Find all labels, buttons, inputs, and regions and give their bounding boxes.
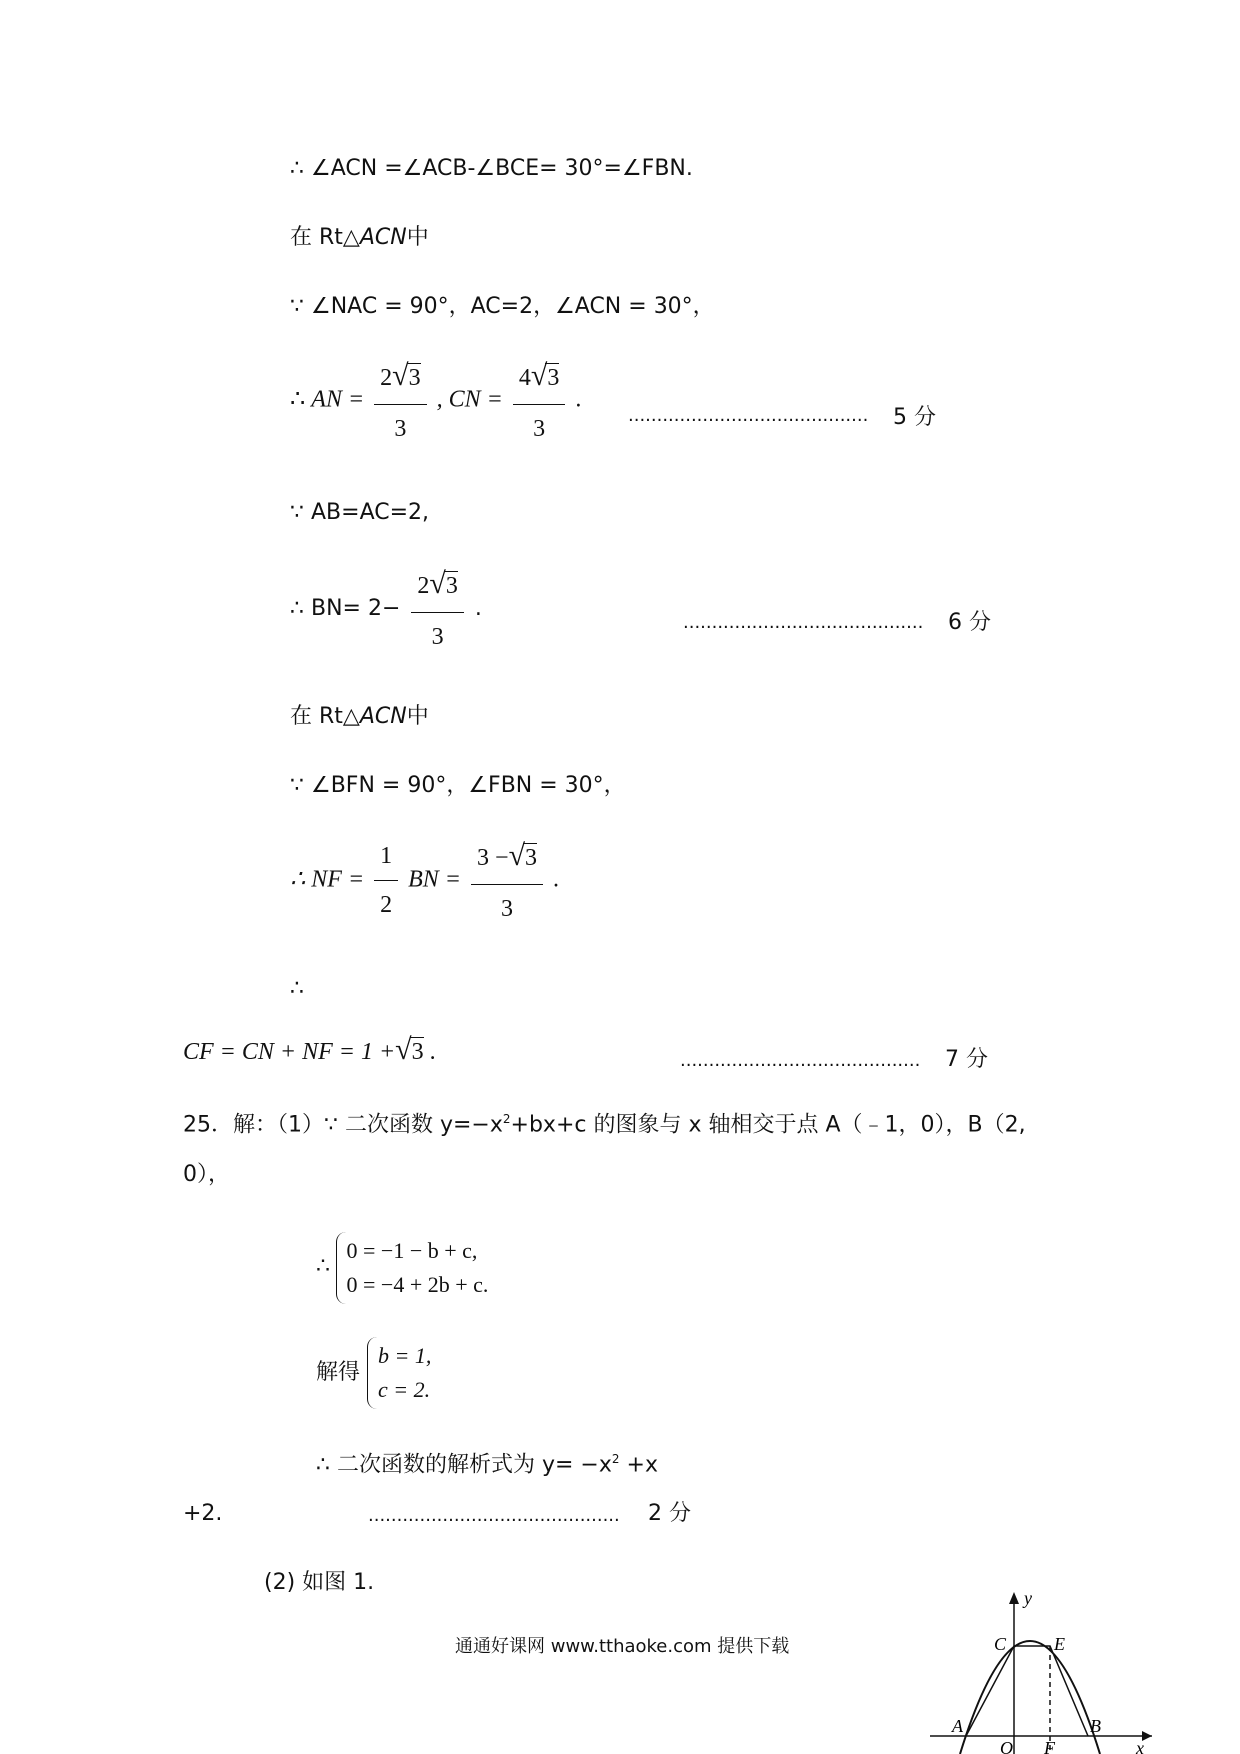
text-triangle-acn: △ACN [342, 704, 407, 729]
score-6: 6 分 [948, 610, 991, 635]
fraction-bn-den: 3 [431, 624, 444, 650]
period: . [474, 595, 482, 621]
label-a: A [952, 1716, 963, 1736]
problem-25-text-a: 25．解：（1）∵ 二次函数 y=−x [183, 1112, 503, 1138]
part-2-heading: (2) 如图 1. [264, 1570, 375, 1595]
fraction-bn: $\frac{2√3}{3}$ [411, 566, 463, 652]
label-b: B [1090, 1716, 1101, 1736]
step-angle-acn: ∴ ∠ACN =∠ACB-∠BCE= 30°=∠FBN. [290, 156, 693, 181]
fraction-half-num: 1 [374, 842, 398, 882]
label-x: x [1136, 1738, 1144, 1754]
fraction-cn-coef: 4 [518, 365, 531, 391]
therefore-line: ∴ [290, 976, 304, 1001]
exponent-2: 2 [611, 1452, 620, 1466]
label-o: O [1000, 1738, 1013, 1754]
step-given-bfn: ∵ ∠BFN = 90°，∠FBN = 30°， [290, 773, 626, 798]
fraction-cn-den: 3 [533, 416, 546, 442]
fraction-nf-den: 3 [501, 896, 514, 922]
exponent-2: 2 [502, 1112, 511, 1126]
text-triangle-acn: △ACN [342, 225, 407, 250]
expression-tail [183, 1501, 222, 1527]
fraction-nf-prefix: 3 − [477, 845, 509, 871]
text-zhong: 中 [406, 704, 429, 729]
label-c: C [994, 1634, 1007, 1654]
label-f: F [1044, 1738, 1055, 1754]
expression-text-a: ∴ 二次函数的解析式为 y= −x [316, 1452, 612, 1478]
figure-1-graph [930, 1588, 1160, 1754]
bn-label: ∴ BN= 2− [290, 595, 401, 621]
step-an-cn [290, 358, 581, 444]
fraction-nf: $\frac{3 -√3}{3}$ [471, 838, 543, 924]
score-dots-7: .......................................... [680, 1050, 921, 1071]
therefore-symbol: ∴ [316, 1253, 330, 1279]
score-dots-5: .......................................... [628, 405, 869, 426]
equation-row-1: 0 = −1 − b + c, [346, 1238, 478, 1263]
label-y: y [1024, 1588, 1032, 1608]
cn-label: , CN = [436, 386, 503, 413]
cf-equation: CF = CN + NF = 1 + [183, 1039, 396, 1065]
fraction-bn-radicand: 3 [445, 573, 458, 599]
period: . [429, 1039, 436, 1065]
solution-row-b: b = 1, [378, 1343, 432, 1368]
text-zhong: 中 [406, 225, 429, 250]
an-label: AN = [311, 386, 365, 413]
equation-row-2: 0 = −4 + 2b + c. [346, 1272, 489, 1298]
fraction-half-den: 2 [380, 892, 393, 919]
step-in-triangle-1 [290, 225, 429, 251]
step-nf [290, 838, 559, 924]
fraction-nf-radicand: 3 [525, 845, 538, 871]
period: . [575, 386, 582, 413]
bn-eq-label: BN = [408, 866, 462, 893]
problem-25-text-b: +bx+c 的图象与 x 轴相交于点 A（﹣1，0），B（2, [510, 1112, 1026, 1138]
fraction-cn: $\frac{4√3}{3}$ [513, 358, 565, 444]
step-cf: CF = CN + NF = 1 +√3 . [183, 1033, 436, 1066]
nf-label: ∴ NF = [290, 866, 365, 893]
fraction-bn-coef: 2 [417, 573, 430, 599]
equation-system-brace [336, 1232, 489, 1304]
score-dots-6: .......................................... [683, 612, 924, 633]
fraction-an-den: 3 [394, 416, 407, 442]
period: . [553, 866, 560, 893]
step-given-nac: ∵ ∠NAC = 90°，AC=2，∠ACN = 30°， [290, 294, 715, 319]
solution-system-brace [367, 1337, 431, 1409]
parabola-curve [960, 1641, 1100, 1754]
score-dots-2: ............................................ [368, 1505, 620, 1526]
score-5: 5 分 [893, 405, 936, 430]
therefore-symbol: ∴ [290, 386, 306, 413]
fraction-half [374, 842, 398, 921]
text-zai-rt: 在 Rt [290, 704, 343, 729]
expression-plus-2: +2. [183, 1501, 223, 1526]
expression-text-b: +x [619, 1452, 658, 1478]
text-zai-rt: 在 Rt [290, 225, 343, 250]
expression-line [316, 1452, 658, 1479]
equation-system [316, 1232, 488, 1304]
step-in-triangle-2 [290, 704, 429, 730]
solution-row-c: c = 2. [378, 1377, 431, 1403]
solution-label: 解得 [316, 1360, 361, 1386]
step-bn [290, 566, 482, 652]
fraction-an-coef: 2 [380, 365, 393, 391]
score-2: 2 分 [648, 1501, 691, 1526]
step-ab-ac: ∵ AB=AC=2, [290, 500, 430, 525]
fraction-cn-radicand: 3 [547, 365, 560, 391]
label-e: E [1054, 1634, 1065, 1654]
score-7: 7 分 [945, 1047, 988, 1072]
cf-radicand: 3 [411, 1039, 424, 1065]
y-axis-arrow-icon [1009, 1592, 1019, 1604]
fraction-an: $\frac{2√3}{3}$ [374, 358, 426, 444]
page-footer: 通通好课网 www.tthaoke.com 提供下载 [455, 1636, 790, 1657]
problem-25-statement [183, 1112, 1026, 1139]
problem-25-continuation: 0）， [183, 1162, 230, 1187]
fraction-an-radicand: 3 [408, 365, 421, 391]
solution-system [316, 1337, 431, 1409]
